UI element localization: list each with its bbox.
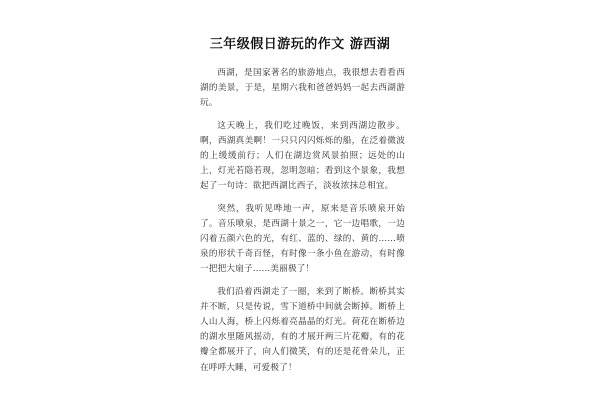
paragraph-2: 这天晚上，我们吃过晚饭，来到西湖边散步。啊，西湖真美啊！一只只闪闪烁烁的船，在泛着微波的上缓缓前行；人们在湖边赏风景拍照；远处的山上，灯光若隐若现，忽明忽暗；看到这个景象，我想起了一句诗：欲把西湖比西子，淡妆浓抹总相宜。 bbox=[200, 120, 405, 192]
essay-body bbox=[200, 66, 405, 383]
paragraph-4: 我们沿着西湖走了一圈，来到了断桥。断桥其实并不断，只是传说，雪下道桥中间就会断掉。断桥上人山人海，桥上闪烁着亮晶晶的灯光。荷花在断桥边的湖水里随风摇动，有的才展开两三片花瓣，有的花瓣全都展开了，向人们微笑，有的还是花骨朵儿，正在呼呼大睡，可爱极了！ bbox=[200, 286, 405, 373]
paragraph-3: 突然，我听见哗地一声，原来是音乐喷泉开始了。音乐喷泉，是西湖十景之一，它一边唱歌，一边闪着五颜六色的光，有红、蓝的、绿的、黄的……喷泉的形状千奇百怪，有时像一条小鱼在游动，有时像一把把大扇子……美丽极了！ bbox=[200, 203, 405, 275]
page-title: 三年级假日游玩的作文 游西湖 bbox=[209, 37, 391, 52]
paragraph-1: 西湖，是国家著名的旅游地点，我很想去看看西湖的美景，于是，星期六我和爸爸妈妈一起去西湖游玩。 bbox=[200, 68, 405, 109]
